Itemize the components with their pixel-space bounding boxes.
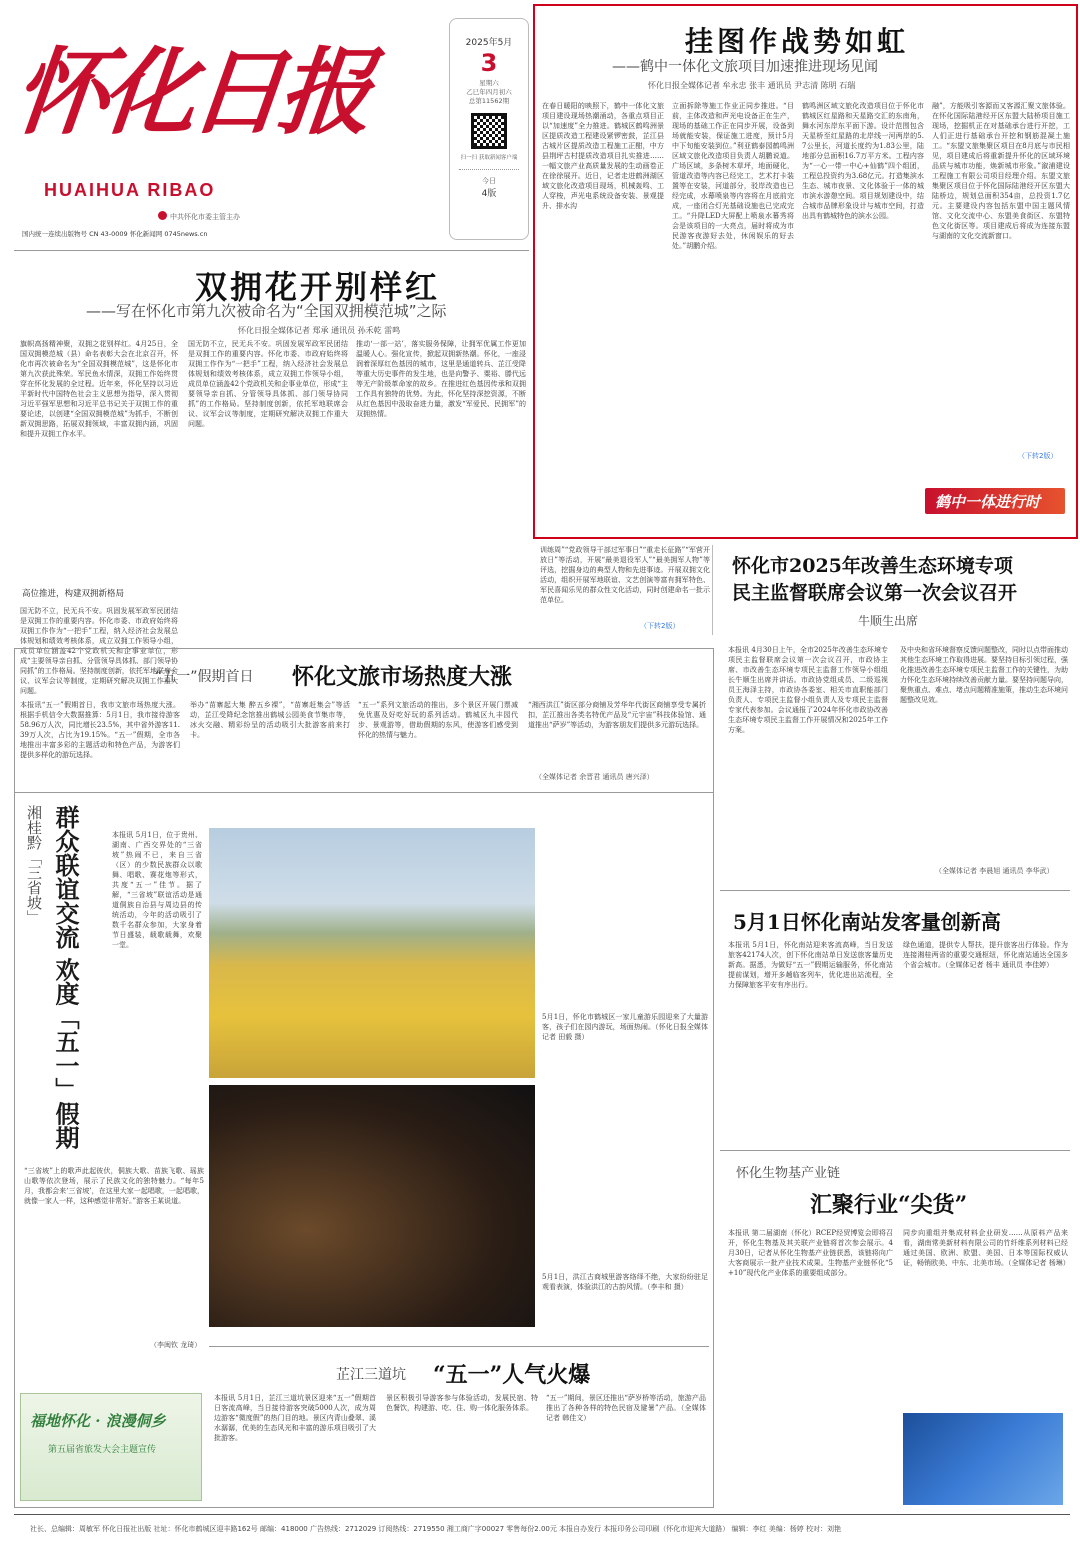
divider	[14, 250, 529, 251]
vertical-col-1: 本报讯 5月1日，位于贵州、湖南、广西交界处的“三省坡”热闹不已，来自三省（区）的少数民族群众以歌舞、唱歌、赛花炮等形式，共度“五一”佳节。据了解，“三省坡”联谊活动是通道侗族自治县与周边县的传统活动，今年的活动吸引了数千名群众参加，大家身着节日盛装，载歌载舞，欢聚一堂。	[112, 831, 202, 949]
photo-caption-1: 5月1日，怀化市鹤城区一家儿童游乐园迎来了大量游客，孩子们在园内游玩，场面热闹。（怀化日报全媒体记者 田毅 摄）	[542, 1013, 708, 1041]
lead-col-2: 国无防不立，民无兵不安。巩固发展军政军民团结是双拥工作的重要内容。怀化市委、市政府始终将双拥工作作为“一把手”工程，纳入经济社会发展总体规划和绩效考核体系，成立双拥工作领导小组，成员单位涵盖42个党政机关和企事业单位，形成“主要领导亲自抓、分管领导具体抓、部门领导协同抓”的工作格局。坚持制度创新，依托军地联席会议、议军会议等制度，定期研究解决双拥工作重大问题。	[188, 340, 348, 428]
zhijiang-col-1: 本报讯 5月1日，芷江三道坑景区迎来“五一”假期首日客流高峰，当日接待游客突破5000人次，成为周边游客“微度假”的热门目的地。景区内青山叠翠、溪水潺潺，优美的生态风光和丰富的游乐项目吸引了大批游客。	[214, 1394, 376, 1442]
bio-col-1: 本报讯 第二届湖南（怀化）RCEP经贸博览会即将召开，怀化生物基及其关联产业链将首次参会展示。4月30日，记者从怀化生物基产业链获悉，该链将向广大客商展示一批产业技术成果。生物基产业链怀化“5+10”现代化产业体系的重要组成部分。	[728, 1229, 893, 1277]
night-crowd-photo	[209, 1085, 535, 1327]
vertical-title[interactable]: 群众联谊交流 欢度「五一」假期	[51, 805, 80, 1150]
party-emblem-icon	[158, 211, 167, 220]
feature-title[interactable]: 挂图作战势如虹	[685, 25, 910, 58]
promo-title: 福地怀化 · 浪漫侗乡	[30, 1412, 166, 1430]
qr-caption: 扫一扫 获取新闻客户端	[460, 155, 518, 161]
pages-label: 今日	[482, 177, 496, 185]
lead-subtitle: ——写在怀化市第九次被命名为“全国双拥模范城”之际	[86, 302, 447, 320]
travel-col-1: 本报讯“五一”假期首日，我市文旅市场热度大涨。根据手机信令大数据推算：5月1日，我市接待游客58.96万人次，同比增长23.5%，其中省外游客11.39万人次，占比为19.15%。“五一”假期，全市各地推出丰富多彩的主题活动和特色产品，为游客们提供多样化的游玩选择。	[20, 701, 180, 759]
travel-kicker: “五一”假期首日	[155, 669, 254, 685]
qr-code-icon[interactable]	[471, 113, 507, 149]
meeting-col-2: 及中央和省环境督察反馈问题整改，同时以点带面推动其他生态环境工作取得进展。要坚持目标引领过程，强化推进改善生态环境专项民主监督工作的关键性，为助力怀化生态环境持续改善贡献力量。要坚持问题导向，聚焦重点、难点、堵点问题精准施策，推动生态环境问题整改见效。	[900, 646, 1068, 704]
travel-col-3: “五一”系列文旅活动的推出，多个景区开展门票减免优惠及好吃好玩的系列活动。鹤城区九丰园代步、景观游等，借助假期的东风，使游客们感受到怀化的热情与魅力。	[358, 701, 518, 739]
year-month: 2025年5月	[465, 38, 513, 48]
divider	[459, 169, 519, 170]
zhijiang-title[interactable]: “五一”人气火爆	[433, 1362, 591, 1388]
zhijiang-col-2: 景区积极引导游客参与体验活动，发展民宿、特色餐饮，构建游、吃、住、购一体化服务体系。	[386, 1394, 538, 1412]
day-number: 3	[480, 49, 498, 77]
vertical-byline: （李闽钦 龙琦）	[150, 1341, 202, 1349]
station-col-1: 本报讯 5月1日，怀化南站迎来客流高峰，当日发送旅客42174人次，创下怀化南站单日发送旅客量历史新高。据悉，为做好“五一”假期运输服务，怀化南站提前谋划，增开多趟临客列车，优化进出站流程，全力保障旅客平安有序出行。	[728, 941, 893, 989]
lead-col-1: 旗帜高扬精神聚，双拥之花别样红。4月25日，全国双拥模范城（县）命名表彰大会在北京召开，怀化市再次被命名为“全国双拥模范城”，这是怀化市第九次获此殊荣。军民鱼水情深，双拥工作始终贯穿在怀化发展的全过程。近年来，怀化坚持以习近平新时代中国特色社会主义思想为指导，深入贯彻习近平强军思想和习近平总书记关于双拥工作的重要论述，以创建“全国双拥模范城”为抓手，不断创新双拥思路，拓展双拥领域，丰富双拥内涵，巩固和提升双拥工作水平。	[20, 340, 178, 438]
sponsor-line: 中共怀化市委主管主办	[170, 213, 240, 221]
feature-continued-link[interactable]: （下转2版）	[1018, 452, 1058, 460]
bio-title[interactable]: 汇聚行业“尖货”	[810, 1192, 968, 1218]
zhijiang-kicker: 芷江三道坑	[336, 1367, 406, 1383]
lead-col-4: 训练周”“党政领导干部过军事日”“重走长征路”“军营开放日”等活动，开展“最美退役军人”“最美拥军人物”等评选，挖掘身边的典型人物和先进事迹。开展双拥文化活动，组织开展军地联谊、文艺创演等富有拥军特色、军民喜闻乐见的群众性文化活动，同时创建命名一批示范单位。	[540, 546, 710, 604]
pages-count: 4版	[481, 189, 497, 199]
travel-col-2: 举办“苗寨起大集 醉五乡裸”，“苗寨赶集会”等活动，芷江受降纪念馆推出鹤城公园美食节集市等，冰火交融、精彩纷呈的活动吸引大批游客前来打卡。	[190, 701, 350, 739]
divider	[209, 1346, 709, 1347]
travel-byline: （全媒体记者 余晋君 通讯员 唐兴泽）	[535, 773, 654, 781]
lead-title[interactable]: 双拥花开别样红	[195, 268, 441, 306]
feature-subtitle: ——鹤中一体化文旅项目加速推进现场见闻	[612, 59, 878, 75]
feature-col-2: 立面拆除等施工作业正同步推进。“目前，主体改造和声光电设备正在生产，现场的基础工作正在同步开展，设备到场就能安装，保证施工进度，预计5月中下旬能安装到位。”利亚鹤泰园鹤鸣洲区域文旅化改造项目负责人胡鹏说道。广场区域，多条树木草坪，地面硬化，管道改造等内容已经完工，艺术打卡装置等在安装，河道部分，驳岸改造也已经完成，水幕喷泉等内容将在月底前完成，一座闭合灯光基础设施也已完成完工。“升降LED大屏配上喷泉水幕秀将会是该项目的一大亮点，届时将成为市民游客夜游好去处，休闲娱乐的好去处。”胡鹏介绍。	[672, 102, 794, 250]
feature-col-1: 在春日暖阳的映照下，鹤中一体化文旅项目建设现场热潮涌动，各重点项目正以“加速度”全力推进。鹤城区鹤鸣洲景区提质改造工程建设紧锣密鼓，芷江县古城片区提质改造工程施工正酣，中方县荆坪古村提质改造项目扎实推进……一幅文旅产业高质量发展的生动画卷正在徐徐展开。近日，记者走进鹤洲湖区域文旅化改造项目现场，机械轰鸣、工人穿梭，声光电系统设备安装、景观提升、排水沟	[542, 102, 664, 210]
divider	[712, 545, 713, 635]
bio-kicker: 怀化生物基产业链	[736, 1166, 841, 1181]
vertical-kicker: 湘桂黔「三省坡」	[25, 805, 43, 925]
rcep-expo-ad-image	[903, 1413, 1063, 1505]
masthead-pinyin: HUAIHUA RIBAO	[44, 180, 216, 200]
travel-title[interactable]: 怀化文旅市场热度大涨	[292, 664, 513, 690]
lead-continued-link[interactable]: （下转2版）	[640, 622, 680, 630]
feature-byline: 怀化日报全媒体记者 牟永忠 张丰 通讯员 尹志清 陈明 石瑞	[648, 81, 856, 90]
feature-col-3: 鹤鸣洲区域文旅化改造项目位于怀化市鹤城区红星路和天星路交汇的东南角，舞水河东岸东平面下游。设计范围包含天星桥至红星路的北岸线一河两岸的5.7公里长，河道长度约为1.83公里，陆地部分总面积16.7万平方米。工程内容为“一心一带一中心+仙鹤”四个组团，工程总投资约为3.68亿元。打造集滨水生态、城市夜景、文化体验于一体的城市滨水游憩空间。项目规划建设中，结合城市品牌形象设计与城市空间，打造出具有鹤城特色的滨水公园。	[802, 102, 924, 220]
station-title[interactable]: 5月1日怀化南站发客量创新高	[733, 910, 1001, 934]
meeting-title-1[interactable]: 怀化市2025年改善生态环境专项	[732, 555, 1013, 577]
bio-col-2: 同步向重组并集成材料企业研发……从原料产品来看，湖南常美新材料有限公司的竹纤维系列材料已经通过美国、欧洲、欧盟、美国、日本等国际权威认证，畅销欧美、中东、北美市场。（全媒体记者 杨琳）	[903, 1229, 1070, 1267]
meeting-byline-2: （全媒体记者 李晨旭 通讯员 李华武）	[935, 867, 1054, 875]
masthead-title: 怀化日报	[8, 38, 373, 148]
promo-subtitle: 第五届省旅发大会主题宣传	[48, 1445, 157, 1455]
lead-col-1-cont: 国无防不立，民无兵不安。巩固发展军政军民团结是双拥工作的重要内容。怀化市委、市政府始终将双拥工作作为“一把手”工程，纳入经济社会发展总体规划和绩效考核体系，成立双拥工作领导小组，成员单位涵盖42个党政机关和企事业单位，形成“主要领导亲自抓、分管领导具体抓、部门领导协同抓”的工作格局。坚持制度创新，依托军地联席会议、议军会议等制度，定期研究解决双拥工作重大问题。	[20, 607, 178, 695]
vertical-col-2: “三省坡”上的歌声此起彼伏，侗族大歌、苗族飞歌、瑶族山歌等依次登场，展示了民族文化的独特魅力。“每年5月，我都会来‘三省坡’，在这里大家一起唱歌，一起唱歌，就像一家人一样，这种感觉非常好。”游客王某说道。	[24, 1167, 204, 1205]
feature-badge-label: 鹤中一体进行时	[935, 493, 1041, 511]
meeting-title-2[interactable]: 民主监督联席会议第一次会议召开	[732, 582, 1018, 604]
lead-col-1-heading: 高位推进，构建双拥新格局	[22, 589, 125, 599]
divider	[14, 1514, 1070, 1515]
zhijiang-col-3: “五一”期间，景区还推出“萨岁桥等活动，旅游产品推出了各种各样的特色民宿及避暑”产品。（全媒体记者 韩佳文）	[546, 1394, 706, 1422]
divider	[720, 1150, 1070, 1151]
lead-byline: 怀化日报全媒体记者 郑承 通讯员 孙禾乾 雷鸣	[238, 326, 401, 335]
photo-caption-2: 5月1日，洪江古商城里游客络绎不绝，大家纷纷驻足观看表演，体验洪江的古韵风情。（李丰和 摄）	[542, 1273, 708, 1291]
station-col-2: 绿色通道，提供专人帮扶，提升旅客出行体验。作为连接湘桂两省的重要交通枢纽，怀化南站通达全国多个省会城市。（全媒体记者 杨丰 通讯员 李佳婷）	[903, 941, 1068, 969]
meeting-col-1: 本报讯 4月30日上午，全市2025年改善生态环境专项民主监督联席会议第一次会议召开，市政协主席、市改善生态环境专项民主监督工作领导小组组长牛顺生出席并讲话。市政协党组成员、二级巡视员王海泽主持，市政协各委室、相关市直职能部门负责人、专项民主监督小组负责人及专项民主监督专家代表参加。会议通报了2024年怀化市政协改善生态环境专项民主监督工作开展情况和2025年工作方案。	[728, 646, 888, 734]
lunar-date: 乙巳年四月初六	[466, 88, 512, 96]
weekday: 星期六	[479, 79, 499, 87]
meeting-byline: 牛顺生出席	[858, 614, 919, 628]
divider	[14, 792, 714, 793]
feature-col-4: 融”，方能吸引客源而又客源汇聚文旅体验。在怀化国际陆港经开区东盟大陆桥项目施工现场，挖掘机正在对基础承台进行开挖，工人们正进行基础承台开挖和钢筋混凝土施工。“东盟文旅集聚区项目在8月底与市民相见，项目建成后将重新提升怀化的区域环境品质与城市功能，焕新城市形象。”溆浦建设工程施工有限公司项目经理介绍。东盟文旅集聚区项目位于怀化国际陆港经开区东盟大陆桥边，规划总面积354亩，总投资1.7亿元。主要建设内容包括东盟中国主题风情馆、文化交流中心、东盟美食街区、东盟特色文化街区等。项目建成后将成为连接东盟与湖南的文化交流新窗口。	[932, 102, 1070, 240]
travel-col-4: “湘西洪江”街区部分商铺及芳华年代街区商铺享受专属折扣，芷江推出各类名特优产品及“元宇宙”科技体验馆、通道推出“萨岁”等活动，为游客朋友们提供多元游玩选择。	[528, 701, 706, 729]
cn-line: 国内统一连续出版物号 CN 43-0009 怀化新闻网 0745news.cn	[22, 230, 208, 238]
footer-imprint: 社长、总编辑：周敏军 怀化日报社出版 社址：怀化市鹤城区迎丰路162号 邮编：418000 广告热线：2712029 订阅热线：2719550 湘工商广字00027 零售每份2.00元 本报自办发行 本报印务公司印刷（怀化市迎宾大道路） 编辑：李红 美编：杨婷 校对：刘艳	[30, 1525, 841, 1533]
amusement-park-photo	[209, 828, 535, 1078]
lead-col-3: 推动‘一部一站’，落实服务保障，让拥军优属工作更加温暖人心。强化宣传，掀起双拥新热潮。怀化，一座浸润着深厚红色基因的城市，这里是通道转兵、芷江受降等重大历史事件的发生地，也是向警予、粟裕、滕代远等无产阶级革命家的故乡。在推进红色基因传承和双拥工作具有独特的优势。为此，怀化坚持深挖资源，不断从红色基因中汲取奋进力量，激发“军爱民、民拥军”的双拥热情。	[356, 340, 526, 418]
divider	[720, 890, 1070, 891]
issue-number: 总第11562期	[468, 97, 510, 105]
date-box	[449, 18, 529, 240]
